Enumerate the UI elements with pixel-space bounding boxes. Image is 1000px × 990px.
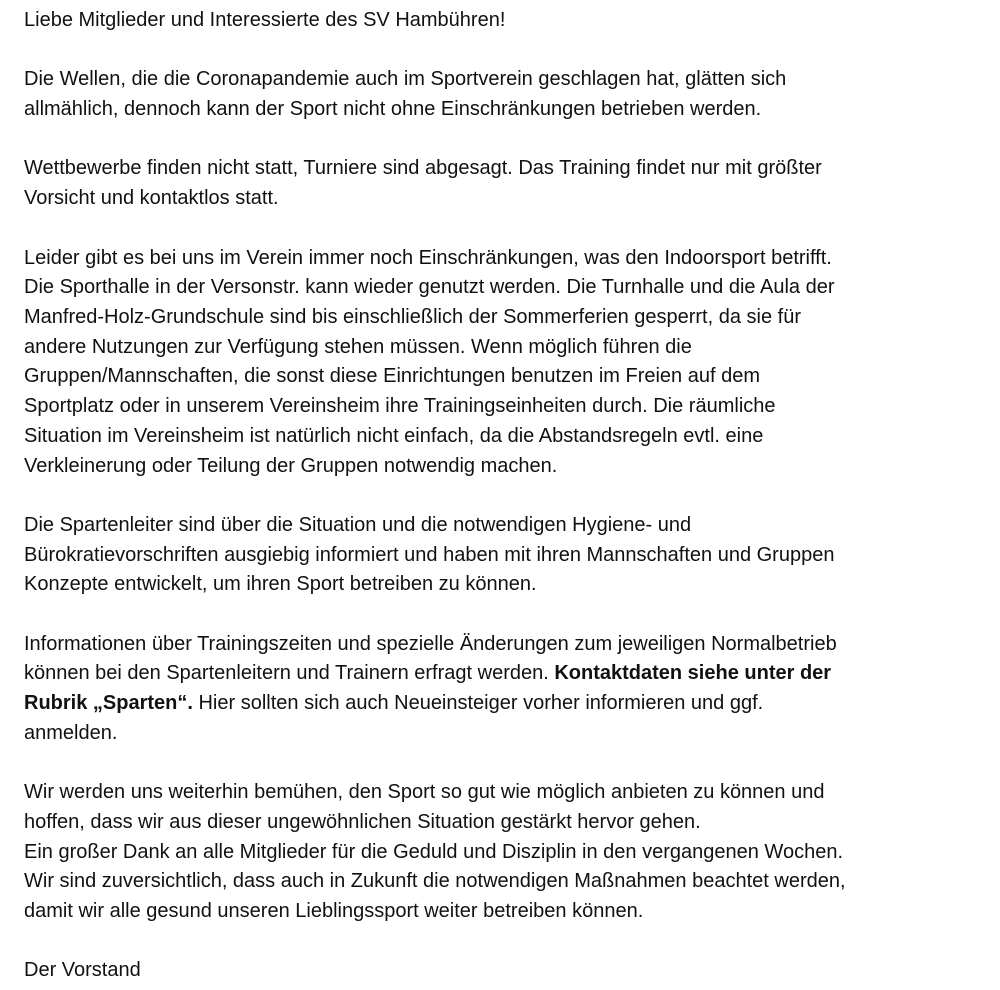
paragraph-line: Konzepte entwickelt, um ihren Sport betreiben zu können. [24,573,537,596]
paragraph-line: Situation im Vereinsheim ist natürlich nicht einfach, da die Abstandsregeln evtl. eine [24,424,764,447]
paragraph-line: Bürokratievorschriften ausgiebig informiert und haben mit ihren Mannschaften und Gruppen [24,543,835,566]
paragraph-competitions [24,154,984,213]
signature [24,956,984,986]
paragraph-line: damit wir alle gesund unseren Lieblingssport weiter betreiben können. [24,900,644,922]
paragraph-line: Gruppen/Mannschaften, die sonst diese Einrichtungen benutzen im Freien auf dem [24,365,760,388]
paragraph-line: andere Nutzungen zur Verfügung stehen müssen. Wenn möglich führen die [24,335,692,358]
signature-line: Der Vorstand [24,959,141,982]
paragraph-line: Die Sporthalle in der Versonstr. kann wieder genutzt werden. Die Turnhalle und die Aula der [24,276,835,299]
paragraph-corona-waves [24,65,984,124]
paragraph-line [24,689,984,719]
paragraph-line: Leider gibt es bei uns im Verein immer noch Einschränkungen, was den Indoorsport betrifft. [24,246,832,269]
paragraph-line: Verkleinerung oder Teilung der Gruppen notwendig machen. [24,454,558,477]
letter-document [24,6,984,986]
paragraph-line: Die Spartenleiter sind über die Situation und die notwendigen Hygiene- und [24,513,692,536]
paragraph-line: Sportplatz oder in unserem Vereinsheim ihre Trainingseinheiten durch. Die räumliche [24,395,776,418]
paragraph-line: Vorsicht und kontaktlos statt. [24,187,279,210]
contact-bold-text: Kontaktdaten siehe unter der [554,662,832,685]
greeting [24,6,984,36]
paragraph-line: Wir werden uns weiterhin bemühen, den Sport so gut wie möglich anbieten zu können und [24,781,825,804]
paragraph-line: Die Wellen, die die Coronapandemie auch im Sportverein geschlagen hat, glätten sich [24,68,787,91]
paragraph-line: anmelden. [24,721,118,744]
paragraph-line: hoffen, dass wir aus dieser ungewöhnlichen Situation gestärkt hervor gehen. [24,810,701,833]
paragraph-line: Ein großer Dank an alle Mitglieder für die Geduld und Disziplin in den vergangenen Wochen. [24,840,843,863]
paragraph-closing [24,778,984,927]
contact-text: können bei den Spartenleitern und Trainern erfragt werden. [24,662,555,685]
paragraph-line: Wettbewerbe finden nicht statt, Turniere sind abgesagt. Das Training findet nur mit größter [24,157,822,180]
paragraph-line: Wir sind zuversichtlich, dass auch in Zukunft die notwendigen Maßnahmen beachtet werden, [24,870,846,893]
paragraph-indoor-restrictions [24,244,984,482]
paragraph-division-leaders [24,511,984,600]
paragraph-line: Informationen über Trainingszeiten und spezielle Änderungen zum jeweiligen Normalbetrieb [24,632,837,655]
paragraph-line: allmählich, dennoch kann der Sport nicht ohne Einschränkungen betrieben werden. [24,98,762,121]
rubrik-bold-text: Rubrik „Sparten“. [24,692,193,715]
paragraph-contact-info [24,630,984,749]
greeting-line: Liebe Mitglieder und Interessierte des SV Hambühren! [24,9,506,31]
newcomer-text: Hier sollten sich auch Neueinsteiger vorher informieren und ggf. [192,692,764,715]
paragraph-line: Manfred-Holz-Grundschule sind bis einschließlich der Sommerferien gesperrt, da sie für [24,305,801,328]
paragraph-line [24,659,984,689]
